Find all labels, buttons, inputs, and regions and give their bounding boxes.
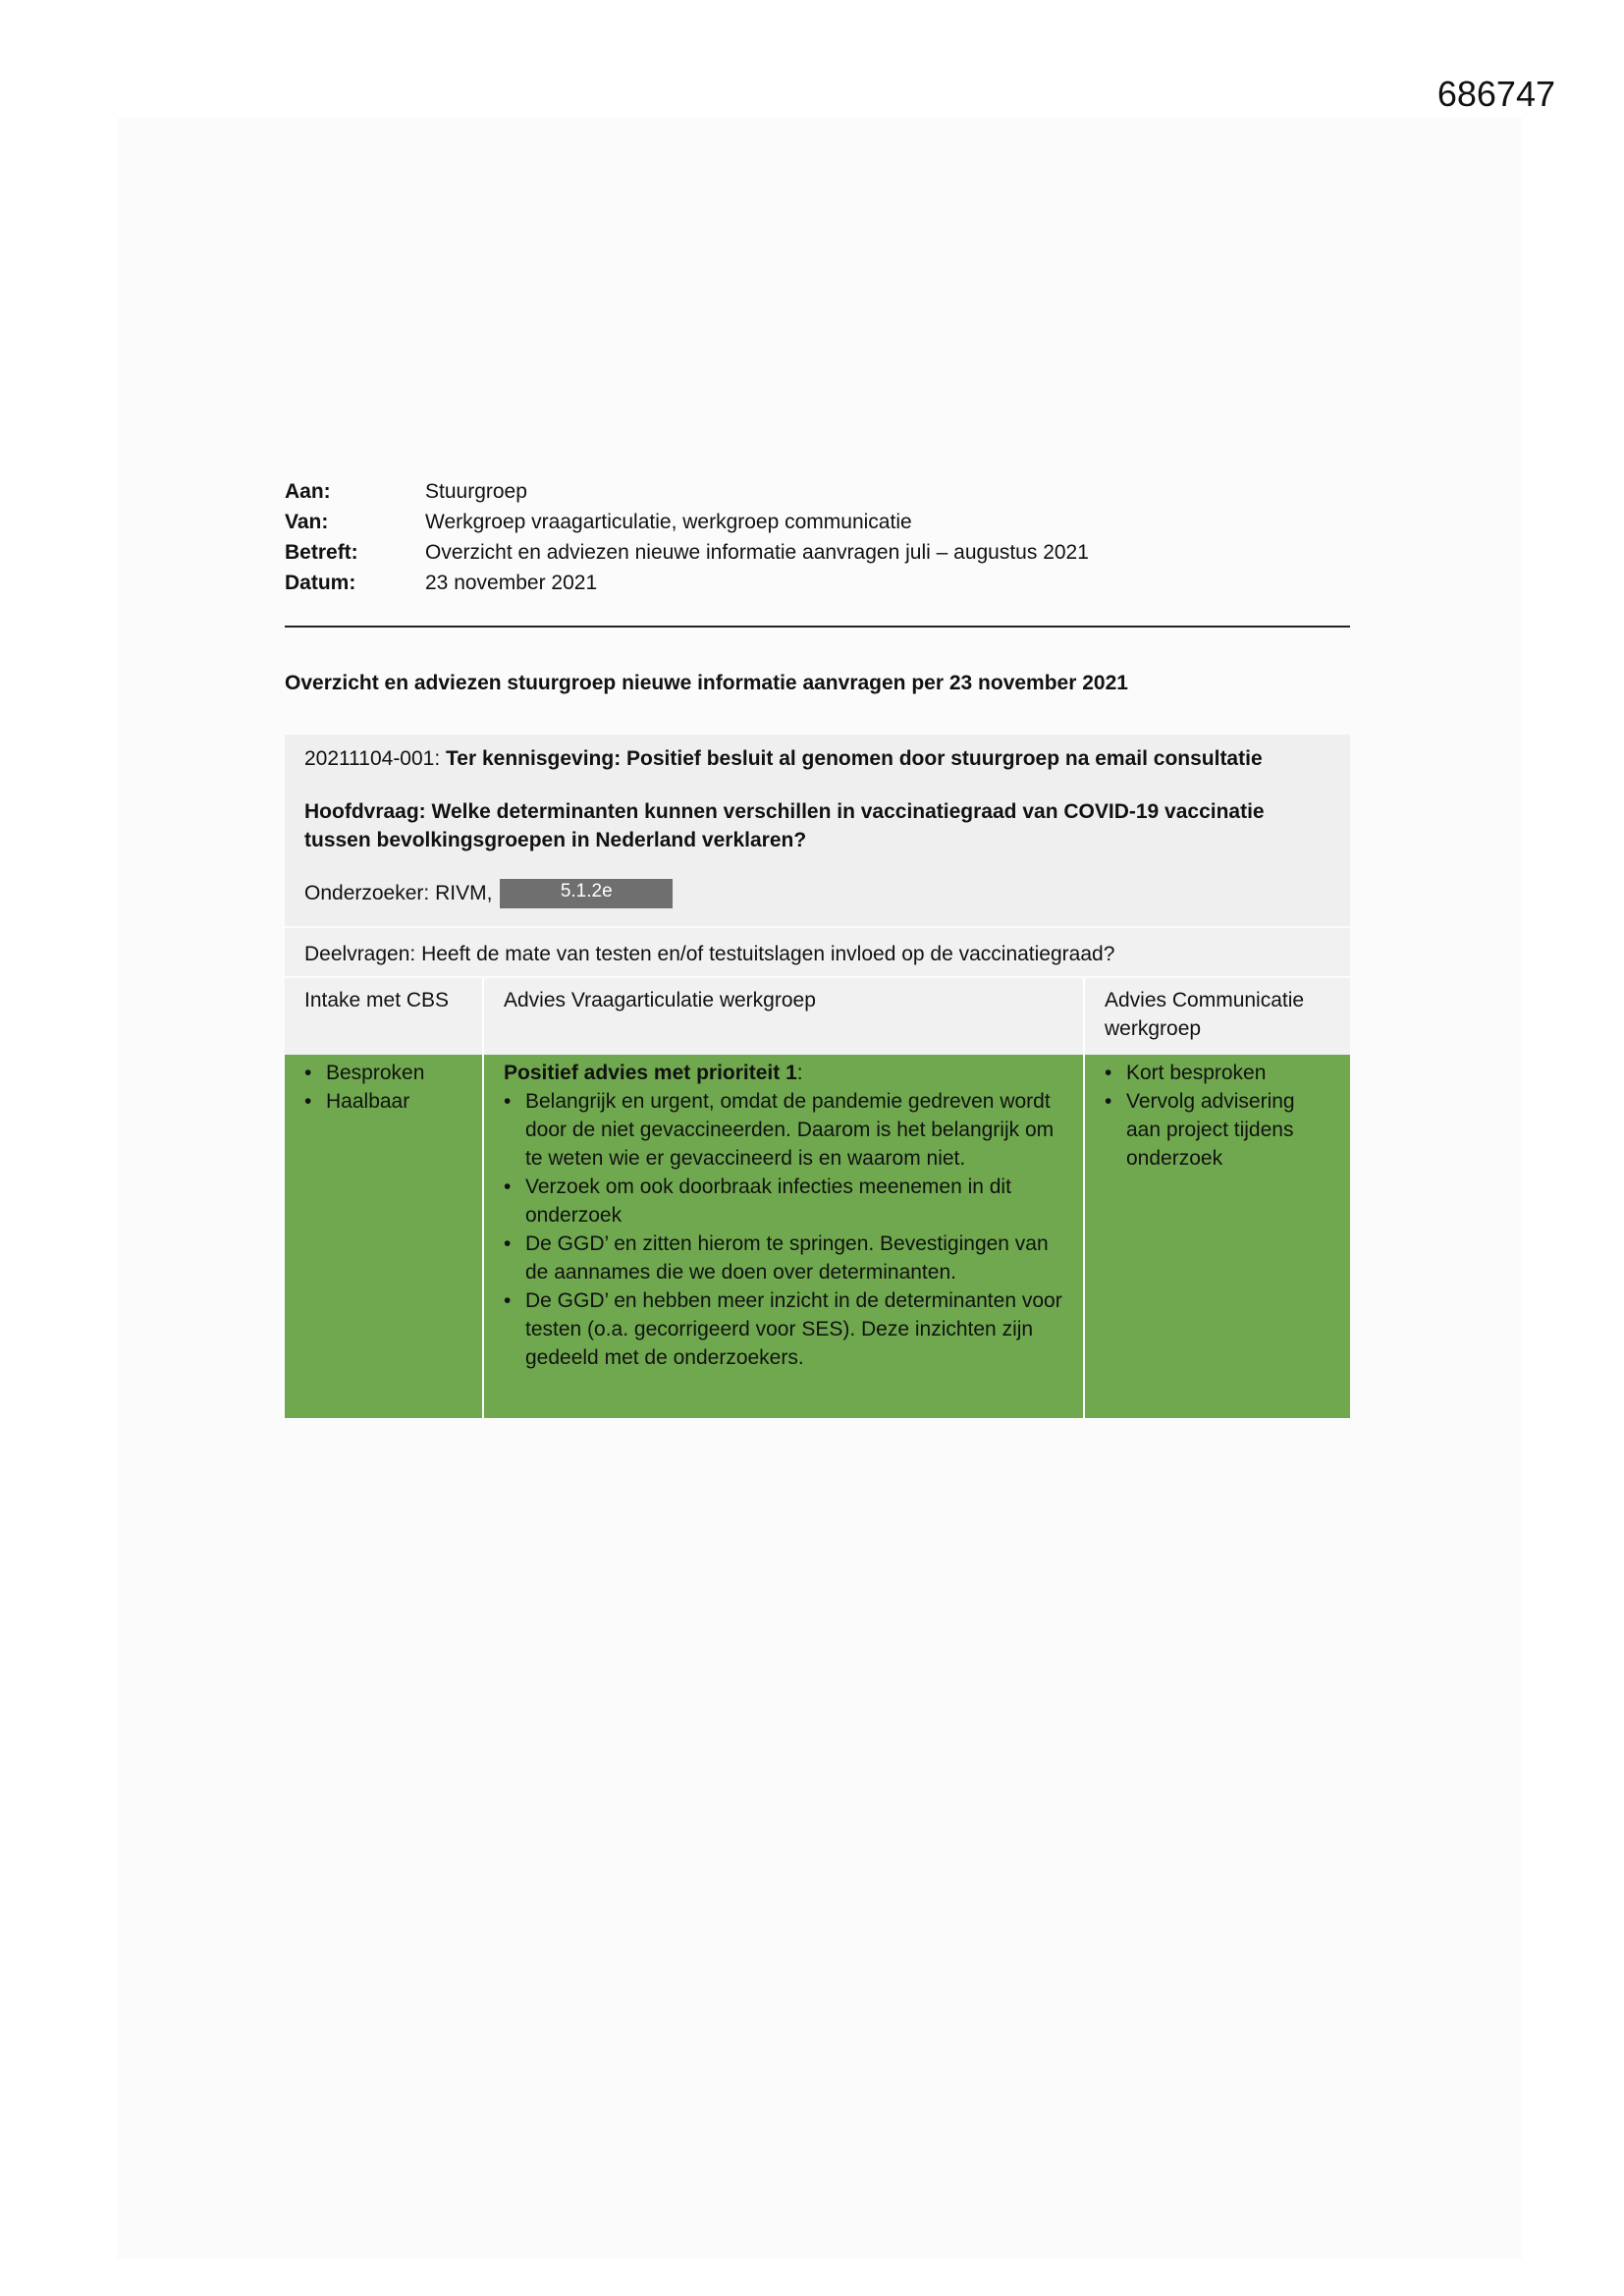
list-item: • De GGD’ en hebben meer inzicht in de determinanten voor testen (o.a. gecorrigeerd voor SES). Deze inzichten zijn gedeeld met de onderzoekers. bbox=[504, 1286, 1063, 1372]
list-item: • Verzoek om ook doorbraak infecties meenemen in dit onderzoek bbox=[504, 1173, 1063, 1230]
meta-value: Overzicht en adviezen nieuwe informatie aanvragen juli – augustus 2021 bbox=[425, 541, 1089, 564]
researcher-label: Onderzoeker: RIVM, bbox=[304, 882, 493, 904]
column-header-vraagarticulatie: Advies Vraagarticulatie werkgroep bbox=[482, 978, 1083, 1055]
meta-label: Aan: bbox=[285, 480, 331, 503]
advice-title: Positief advies met prioriteit 1 bbox=[504, 1062, 797, 1085]
table-header-row bbox=[285, 978, 1350, 1055]
memo-header bbox=[285, 476, 1355, 598]
main-question: Hoofdvraag: Welke determinanten kunnen verschillen in vaccinatiegraad van COVID-19 vaccinatie tussen bevolkingsgroepen in Nederland verklaren? bbox=[304, 800, 1265, 851]
section-heading: Overzicht en adviezen stuurgroep nieuwe informatie aanvragen per 23 november 2021 bbox=[285, 672, 1128, 694]
list-item: • De GGD’ en zitten hierom te springen. Bevestigingen van de aannames die we doen over determinanten. bbox=[504, 1230, 1063, 1286]
meta-label: Datum: bbox=[285, 572, 356, 594]
meta-value: 23 november 2021 bbox=[425, 572, 598, 594]
request-card bbox=[285, 735, 1350, 1418]
meta-value: Stuurgroep bbox=[425, 480, 527, 503]
request-id-line bbox=[304, 744, 1330, 773]
request-id: 20211104-001: bbox=[304, 747, 441, 770]
redaction-box: 5.1.2e bbox=[500, 879, 673, 908]
list-item: • Besproken bbox=[304, 1059, 462, 1087]
request-notice: Ter kennisgeving: Positief besluit al genomen door stuurgroep na email consultatie bbox=[446, 747, 1263, 770]
meta-row-aan bbox=[285, 476, 1355, 507]
list-item: • Belangrijk en urgent, omdat de pandemie gedreven wordt door de niet gevaccineerden. Daarom is het belangrijk om te weten wie er gevaccineerd is en waarom niet. bbox=[504, 1087, 1063, 1173]
intake-list bbox=[304, 1059, 462, 1116]
communication-list bbox=[1105, 1059, 1330, 1173]
column-header-intake: Intake met CBS bbox=[304, 989, 450, 1012]
column-header-communicatie: Advies Communicatie werkgroep bbox=[1083, 978, 1350, 1055]
list-item: • Haalbaar bbox=[304, 1087, 462, 1116]
advice-title-suffix: : bbox=[796, 1062, 803, 1085]
request-summary bbox=[285, 735, 1350, 926]
advice-title-line bbox=[504, 1059, 1063, 1087]
researcher-line bbox=[304, 879, 1330, 908]
list-item: • Kort besproken bbox=[1105, 1059, 1330, 1087]
meta-row-betreft bbox=[285, 537, 1355, 568]
list-item: • Vervolg advisering aan project tijdens onderzoek bbox=[1105, 1087, 1330, 1173]
advice-list bbox=[504, 1087, 1063, 1372]
meta-row-datum bbox=[285, 568, 1355, 598]
table-row bbox=[285, 1055, 1350, 1418]
communication-cell bbox=[1083, 1055, 1350, 1418]
document-number: 686747 bbox=[1436, 74, 1555, 114]
meta-row-van bbox=[285, 507, 1355, 537]
advice-cell bbox=[482, 1055, 1083, 1418]
intake-cell bbox=[285, 1055, 482, 1418]
meta-label: Van: bbox=[285, 511, 329, 533]
meta-label: Betreft: bbox=[285, 541, 358, 564]
divider bbox=[285, 626, 1350, 628]
meta-value: Werkgroep vraagarticulatie, werkgroep communicatie bbox=[425, 511, 912, 533]
sub-questions: Deelvragen: Heeft de mate van testen en/of testuitslagen invloed op de vaccinatiegraad? bbox=[285, 928, 1350, 976]
